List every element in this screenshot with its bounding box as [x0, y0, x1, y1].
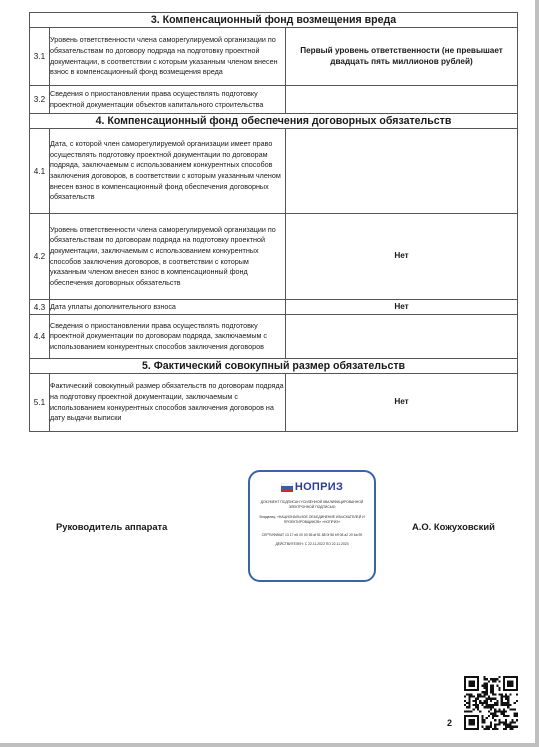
table-row	[30, 374, 518, 432]
row-value	[286, 315, 518, 359]
table-row	[30, 28, 518, 86]
table-row	[30, 129, 518, 214]
row-description: Дата уплаты дополнительного взноса	[50, 300, 286, 315]
row-value: Нет	[286, 300, 518, 315]
row-number: 5.1	[30, 374, 50, 432]
qr-code-icon	[464, 676, 518, 730]
row-number: 3.1	[30, 28, 50, 86]
stamp-signed-notice: ДОКУМЕНТ ПОДПИСАН УСИЛЕННОЙ КВАЛИФИЦИРОВАННОЙ ЭЛЕКТРОННОЙ ПОДПИСЬЮ	[260, 500, 364, 509]
stamp-certificate: СЕРТИФИКАТ 13 17 e6 00 00 55 af 51 88 0f 56 b9 08 a2 20 6a 90	[261, 533, 363, 537]
row-number: 4.3	[30, 300, 50, 315]
page-edge-right	[535, 0, 539, 747]
row-number: 4.2	[30, 214, 50, 300]
extract-table	[29, 12, 518, 432]
stamp-validity: ДЕЙСТВИТЕЛЕН: С 22.11.2022 ПО 22.11.2023	[275, 542, 349, 546]
row-value	[286, 129, 518, 214]
nopriz-logo	[250, 479, 374, 495]
row-number: 4.1	[30, 129, 50, 214]
page-edge-bottom	[0, 743, 539, 747]
section-header-row	[30, 114, 518, 129]
row-description: Дата, с которой член саморегулируемой организации имеет право осуществлять подготовку проектной документации по договорам подряда, заключаемым с использованием конкурентных способов заключения договоров, в соответствии с которым указанным членом внесен взнос в компенсационный фонд обеспечения договорных обязательств	[50, 129, 286, 214]
row-number: 3.2	[30, 86, 50, 114]
row-description: Уровень ответственности члена саморегулируемой организации по обязательствам по договорам подряда на подготовку проектной документации, заключаемым с использованием конкурентных способов заключения договоров, в соответствии с которым указанным членом внесен взнос в компенсационный фонд обеспечения договорных обязательств	[50, 214, 286, 300]
row-description: Уровень ответственности члена саморегулируемой организации по обязательствам по договору подряда на подготовку проектной документации, в соответствии с которым указанным членом внесен взнос в компенсационный фонд возмещения вреда	[50, 28, 286, 86]
row-value: Нет	[286, 214, 518, 300]
electronic-signature-stamp	[248, 470, 376, 582]
table-row	[30, 86, 518, 114]
row-value: Нет	[286, 374, 518, 432]
table-row	[30, 300, 518, 315]
section-title: 5. Фактический совокупный размер обязательств	[30, 359, 518, 374]
table-row	[30, 214, 518, 300]
section-title: 3. Компенсационный фонд возмещения вреда	[30, 13, 518, 28]
row-value	[286, 86, 518, 114]
flag-icon	[281, 483, 293, 492]
section-header-row	[30, 13, 518, 28]
table-row	[30, 315, 518, 359]
row-number: 4.4	[30, 315, 50, 359]
logo-text: НОПРИЗ	[294, 481, 344, 493]
stamp-owner: Владелец: «НАЦИОНАЛЬНОЕ ОБЪЕДИНЕНИЕ ИЗЫСКАТЕЛЕЙ И ПРОЕКТИРОВЩИКОВ» «НОПРИЗ»	[259, 515, 365, 524]
section-header-row	[30, 359, 518, 374]
row-description: Сведения о приостановлении права осуществлять подготовку проектной документации объектов капитального строительства	[50, 86, 286, 114]
row-description: Сведения о приостановлении права осуществлять подготовку проектной документации по договорам подряда, заключаемым с использованием конкурентных способов заключения договоров	[50, 315, 286, 359]
signer-name: А.О. Кожуховский	[412, 521, 495, 532]
signer-position: Руководитель аппарата	[56, 521, 168, 532]
page-number: 2	[447, 718, 453, 728]
row-value: Первый уровень ответственности (не превышает двадцать пять миллионов рублей)	[286, 28, 518, 86]
section-title: 4. Компенсационный фонд обеспечения договорных обязательств	[30, 114, 518, 129]
row-description: Фактический совокупный размер обязательств по договорам подряда на подготовку проектной документации, заключаемым с использованием конкурентных способов заключения договоров на дату выдачи выписки	[50, 374, 286, 432]
